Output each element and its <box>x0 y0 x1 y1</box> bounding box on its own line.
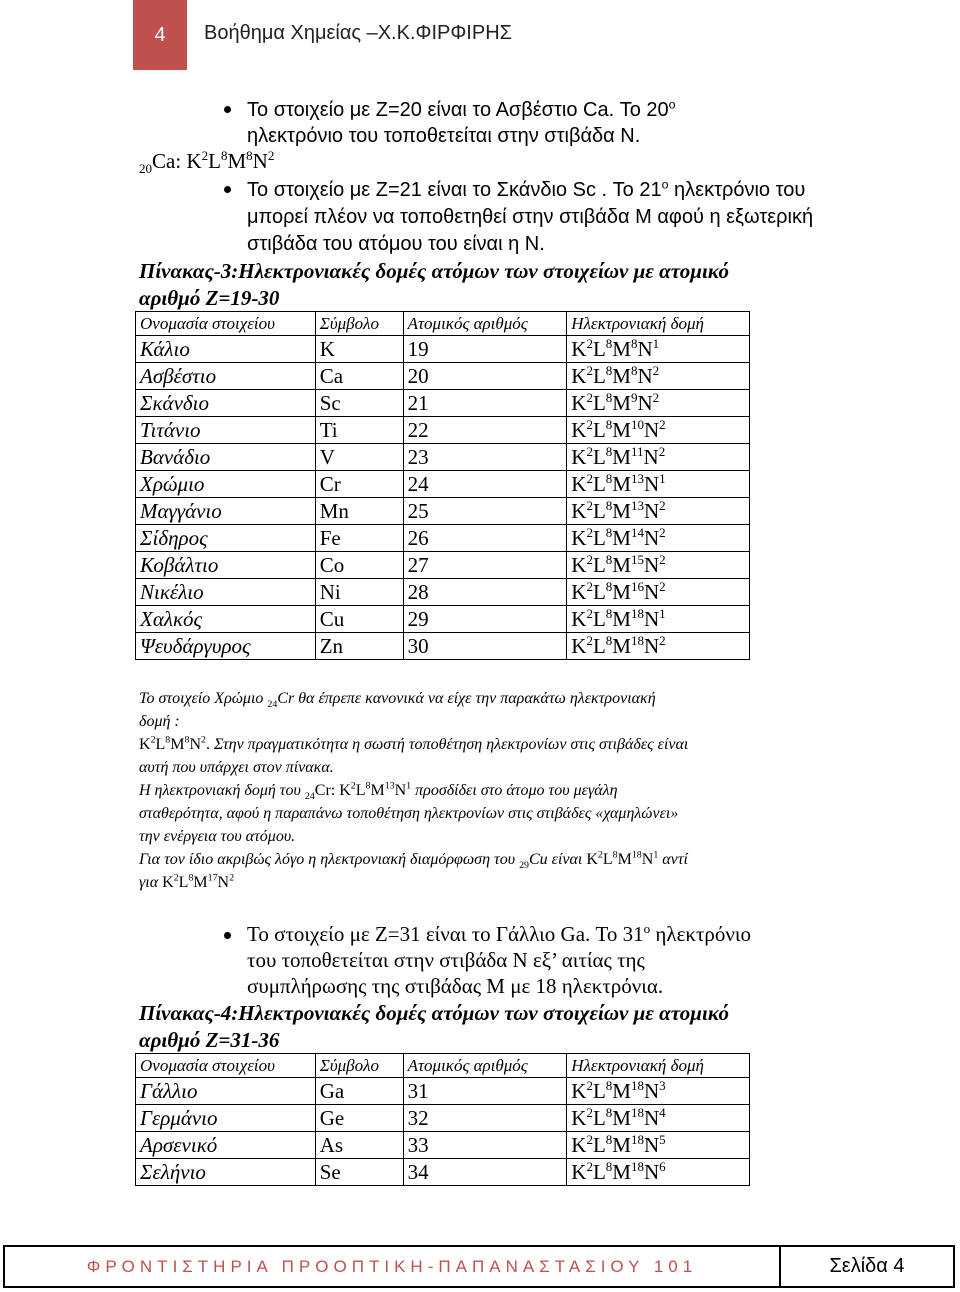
bullet-sc-line1: Το στοιχείο με Ζ=21 είναι το Σκάνδιο Sc . Το $21^o$ ηλεκτρόνιο του <box>247 177 806 201</box>
bullet-ga-line3: συμπλήρωσης της στιβάδας Μ με 18 ηλεκτρόνια. <box>247 974 664 998</box>
electron-config-cell: $K^2L^8M^8N^2$ <box>567 363 750 390</box>
note-line3: $K^2L^8M^8N^2$. Στην πραγματικότητα η σωστή τοποθέτηση ηλεκτρονίων στις στιβάδες είναι <box>139 734 689 753</box>
atomic-number-cell: 33 <box>403 1132 567 1159</box>
note-line8: Για τον ίδιο ακριβώς λόγο η ηλεκτρονιακή διαμόρφωση του $_{29}$Cu είναι $K^2L^8M^{18}N^1$ αντί <box>139 849 688 872</box>
header-cell: Σύμβολο <box>315 1054 403 1078</box>
element-name-cell: Κάλιο <box>136 336 316 363</box>
header-cell: Σύμβολο <box>315 312 403 336</box>
element-symbol-cell: Se <box>315 1159 403 1186</box>
electron-config-cell: $K^2L^8M^{13}N^2$ <box>567 498 750 525</box>
element-symbol-cell: Sc <box>315 390 403 417</box>
element-name-cell: Αρσενικό <box>136 1132 316 1159</box>
element-symbol-cell: Cr <box>315 471 403 498</box>
element-name-cell: Βανάδιο <box>136 444 316 471</box>
element-symbol-cell: Ca <box>315 363 403 390</box>
atomic-number-cell: 27 <box>403 552 567 579</box>
bullet-sc-line3: στιβάδα του ατόμου του είναι η Ν. <box>247 233 545 255</box>
electron-config-cell: $K^2L^8M^{13}N^1$ <box>567 471 750 498</box>
element-name-cell: Χαλκός <box>136 606 316 633</box>
bullet-dot <box>224 106 231 113</box>
element-symbol-cell: Mn <box>315 498 403 525</box>
table-row <box>136 390 750 417</box>
table3-title-line2: αριθμό Ζ=19-30 <box>139 286 280 310</box>
element-symbol-cell: Cu <box>315 606 403 633</box>
element-symbol-cell: V <box>315 444 403 471</box>
atomic-number-cell: 19 <box>403 336 567 363</box>
table-row <box>136 417 750 444</box>
atomic-number-cell: 23 <box>403 444 567 471</box>
footer-page-label: Σελίδα 4 <box>829 1255 905 1277</box>
table-header-row <box>136 1054 750 1078</box>
table-row <box>136 471 750 498</box>
element-symbol-cell: Ge <box>315 1105 403 1132</box>
atomic-number-cell: 26 <box>403 525 567 552</box>
element-name-cell: Νικέλιο <box>136 579 316 606</box>
table3 <box>135 311 750 660</box>
atomic-number-cell: 31 <box>403 1078 567 1105</box>
atomic-number-cell: 29 <box>403 606 567 633</box>
electron-config-cell: $K^2L^8M^{18}N^3$ <box>567 1078 750 1105</box>
bullet-ca-line1: Το στοιχείο με Ζ=20 είναι το Ασβέστιο Ca. Το $20^o$ <box>247 97 676 121</box>
ca-configuration: $_{20}$Ca: $K^2L^8M^8N^2$ <box>139 148 275 177</box>
element-symbol-cell: K <box>315 336 403 363</box>
atomic-number-cell: 24 <box>403 471 567 498</box>
element-name-cell: Γάλλιο <box>136 1078 316 1105</box>
electron-config-cell: $K^2L^8M^{18}N^2$ <box>567 633 750 660</box>
page-number-badge: 4 <box>133 0 187 70</box>
element-name-cell: Σελήνιο <box>136 1159 316 1186</box>
table-row <box>136 552 750 579</box>
atomic-number-cell: 25 <box>403 498 567 525</box>
element-name-cell: Ψευδάργυρος <box>136 633 316 660</box>
note-line6: σταθερότητα, αφού η παραπάνω τοποθέτηση ηλεκτρονίων στις στιβάδες «χαμηλώνει» <box>139 805 679 822</box>
element-name-cell: Τιτάνιο <box>136 417 316 444</box>
element-symbol-cell: Zn <box>315 633 403 660</box>
element-name-cell: Ασβέστιο <box>136 363 316 390</box>
atomic-number-cell: 22 <box>403 417 567 444</box>
electron-config-cell: $K^2L^8M^{18}N^4$ <box>567 1105 750 1132</box>
table-row <box>136 1132 750 1159</box>
table-row <box>136 336 750 363</box>
table-row <box>136 1105 750 1132</box>
table-row <box>136 444 750 471</box>
table-row <box>136 525 750 552</box>
table4 <box>135 1053 750 1186</box>
header-cell: Ατομικός αριθμός <box>403 312 567 336</box>
element-name-cell: Σίδηρος <box>136 525 316 552</box>
header-cell: Ατομικός αριθμός <box>403 1054 567 1078</box>
electron-config-cell: $K^2L^8M^{18}N^6$ <box>567 1159 750 1186</box>
atomic-number-cell: 32 <box>403 1105 567 1132</box>
element-symbol-cell: Fe <box>315 525 403 552</box>
header-title: Βοήθημα Χημείας –Χ.Κ.ΦΙΡΦΙΡΗΣ <box>204 22 513 44</box>
note-line1: Το στοιχείο Χρώμιο $_{24}$Cr θα έπρεπε κανονικά να είχε την παρακάτω ηλεκτρονιακή <box>139 690 656 711</box>
electron-config-cell: $K^2L^8M^{11}N^2$ <box>567 444 750 471</box>
atomic-number-cell: 28 <box>403 579 567 606</box>
bullet-ga-line1: Το στοιχείο με Ζ=31 είναι το Γάλλιο Ga. Το $31^o$ ηλεκτρόνιο <box>247 921 752 946</box>
element-name-cell: Γερμάνιο <box>136 1105 316 1132</box>
element-symbol-cell: Co <box>315 552 403 579</box>
table4-title-line2: αριθμό Ζ=31-36 <box>139 1028 280 1052</box>
table-row <box>136 606 750 633</box>
header-cell: Ηλεκτρονιακή δομή <box>567 312 750 336</box>
note-line9: για $K^2L^8M^{17}N^2$ <box>139 872 235 891</box>
header-cell: Ονομασία στοιχείου <box>136 312 316 336</box>
bullet-sc-line2: μπορεί πλέον να τοποθετηθεί στην στιβάδα Μ αφού η εξωτερική <box>247 206 814 228</box>
electron-config-cell: $K^2L^8M^{10}N^2$ <box>567 417 750 444</box>
electron-config-cell: $K^2L^8M^{14}N^2$ <box>567 525 750 552</box>
note-line5: Η ηλεκτρονιακή δομή του $_{24}$Cr: $K^2L^8M^{13}N^1$ προσδίδει στο άτομο του μεγάλη <box>139 780 618 803</box>
electron-config-cell: $K^2L^8M^{18}N^1$ <box>567 606 750 633</box>
table-row <box>136 1159 750 1186</box>
element-name-cell: Μαγγάνιο <box>136 498 316 525</box>
bullet-ca-line2: ηλεκτρόνιο του τοποθετείται στην στιβάδα Ν. <box>247 125 641 147</box>
table-row <box>136 363 750 390</box>
element-name-cell: Χρώμιο <box>136 471 316 498</box>
bullet-dot <box>224 186 231 193</box>
element-symbol-cell: Ti <box>315 417 403 444</box>
electron-config-cell: $K^2L^8M^9N^2$ <box>567 390 750 417</box>
table-row <box>136 1078 750 1105</box>
footer <box>3 1245 955 1288</box>
table-row <box>136 579 750 606</box>
table-header-row <box>136 312 750 336</box>
electron-config-cell: $K^2L^8M^{16}N^2$ <box>567 579 750 606</box>
header-cell: Ηλεκτρονιακή δομή <box>567 1054 750 1078</box>
atomic-number-cell: 20 <box>403 363 567 390</box>
header-cell: Ονομασία στοιχείου <box>136 1054 316 1078</box>
footer-school-name: ΦΡΟΝΤΙΣΤΗΡΙΑ ΠΡΟΟΠΤΙΚΗ-ΠΑΠΑΝΑΣΤΑΣΙΟΥ 101 <box>5 1247 781 1286</box>
note-line2: δομή : <box>139 713 180 730</box>
atomic-number-cell: 21 <box>403 390 567 417</box>
element-name-cell: Σκάνδιο <box>136 390 316 417</box>
table3-title-line1: Πίνακας-3:Ηλεκτρονιακές δομές ατόμων των στοιχείων με ατομικό <box>139 259 730 283</box>
table-row <box>136 633 750 660</box>
note-line4: αυτή που υπάρχει στον πίνακα. <box>139 759 334 776</box>
atomic-number-cell: 34 <box>403 1159 567 1186</box>
electron-config-cell: $K^2L^8M^{18}N^5$ <box>567 1132 750 1159</box>
bullet-dot <box>224 932 231 939</box>
element-symbol-cell: Ga <box>315 1078 403 1105</box>
note-line7: την ενέργεια του ατόμου. <box>139 828 296 845</box>
element-name-cell: Κοβάλτιο <box>136 552 316 579</box>
bullet-ga-line2: του τοποθετείται στην στιβάδα Ν εξ’ αιτίας της <box>247 948 645 972</box>
element-symbol-cell: Ni <box>315 579 403 606</box>
electron-config-cell: $K^2L^8M^8N^1$ <box>567 336 750 363</box>
electron-config-cell: $K^2L^8M^{15}N^2$ <box>567 552 750 579</box>
table4-title-line1: Πίνακας-4:Ηλεκτρονιακές δομές ατόμων των στοιχείων με ατομικό <box>139 1001 730 1025</box>
table-row <box>136 498 750 525</box>
element-symbol-cell: As <box>315 1132 403 1159</box>
atomic-number-cell: 30 <box>403 633 567 660</box>
